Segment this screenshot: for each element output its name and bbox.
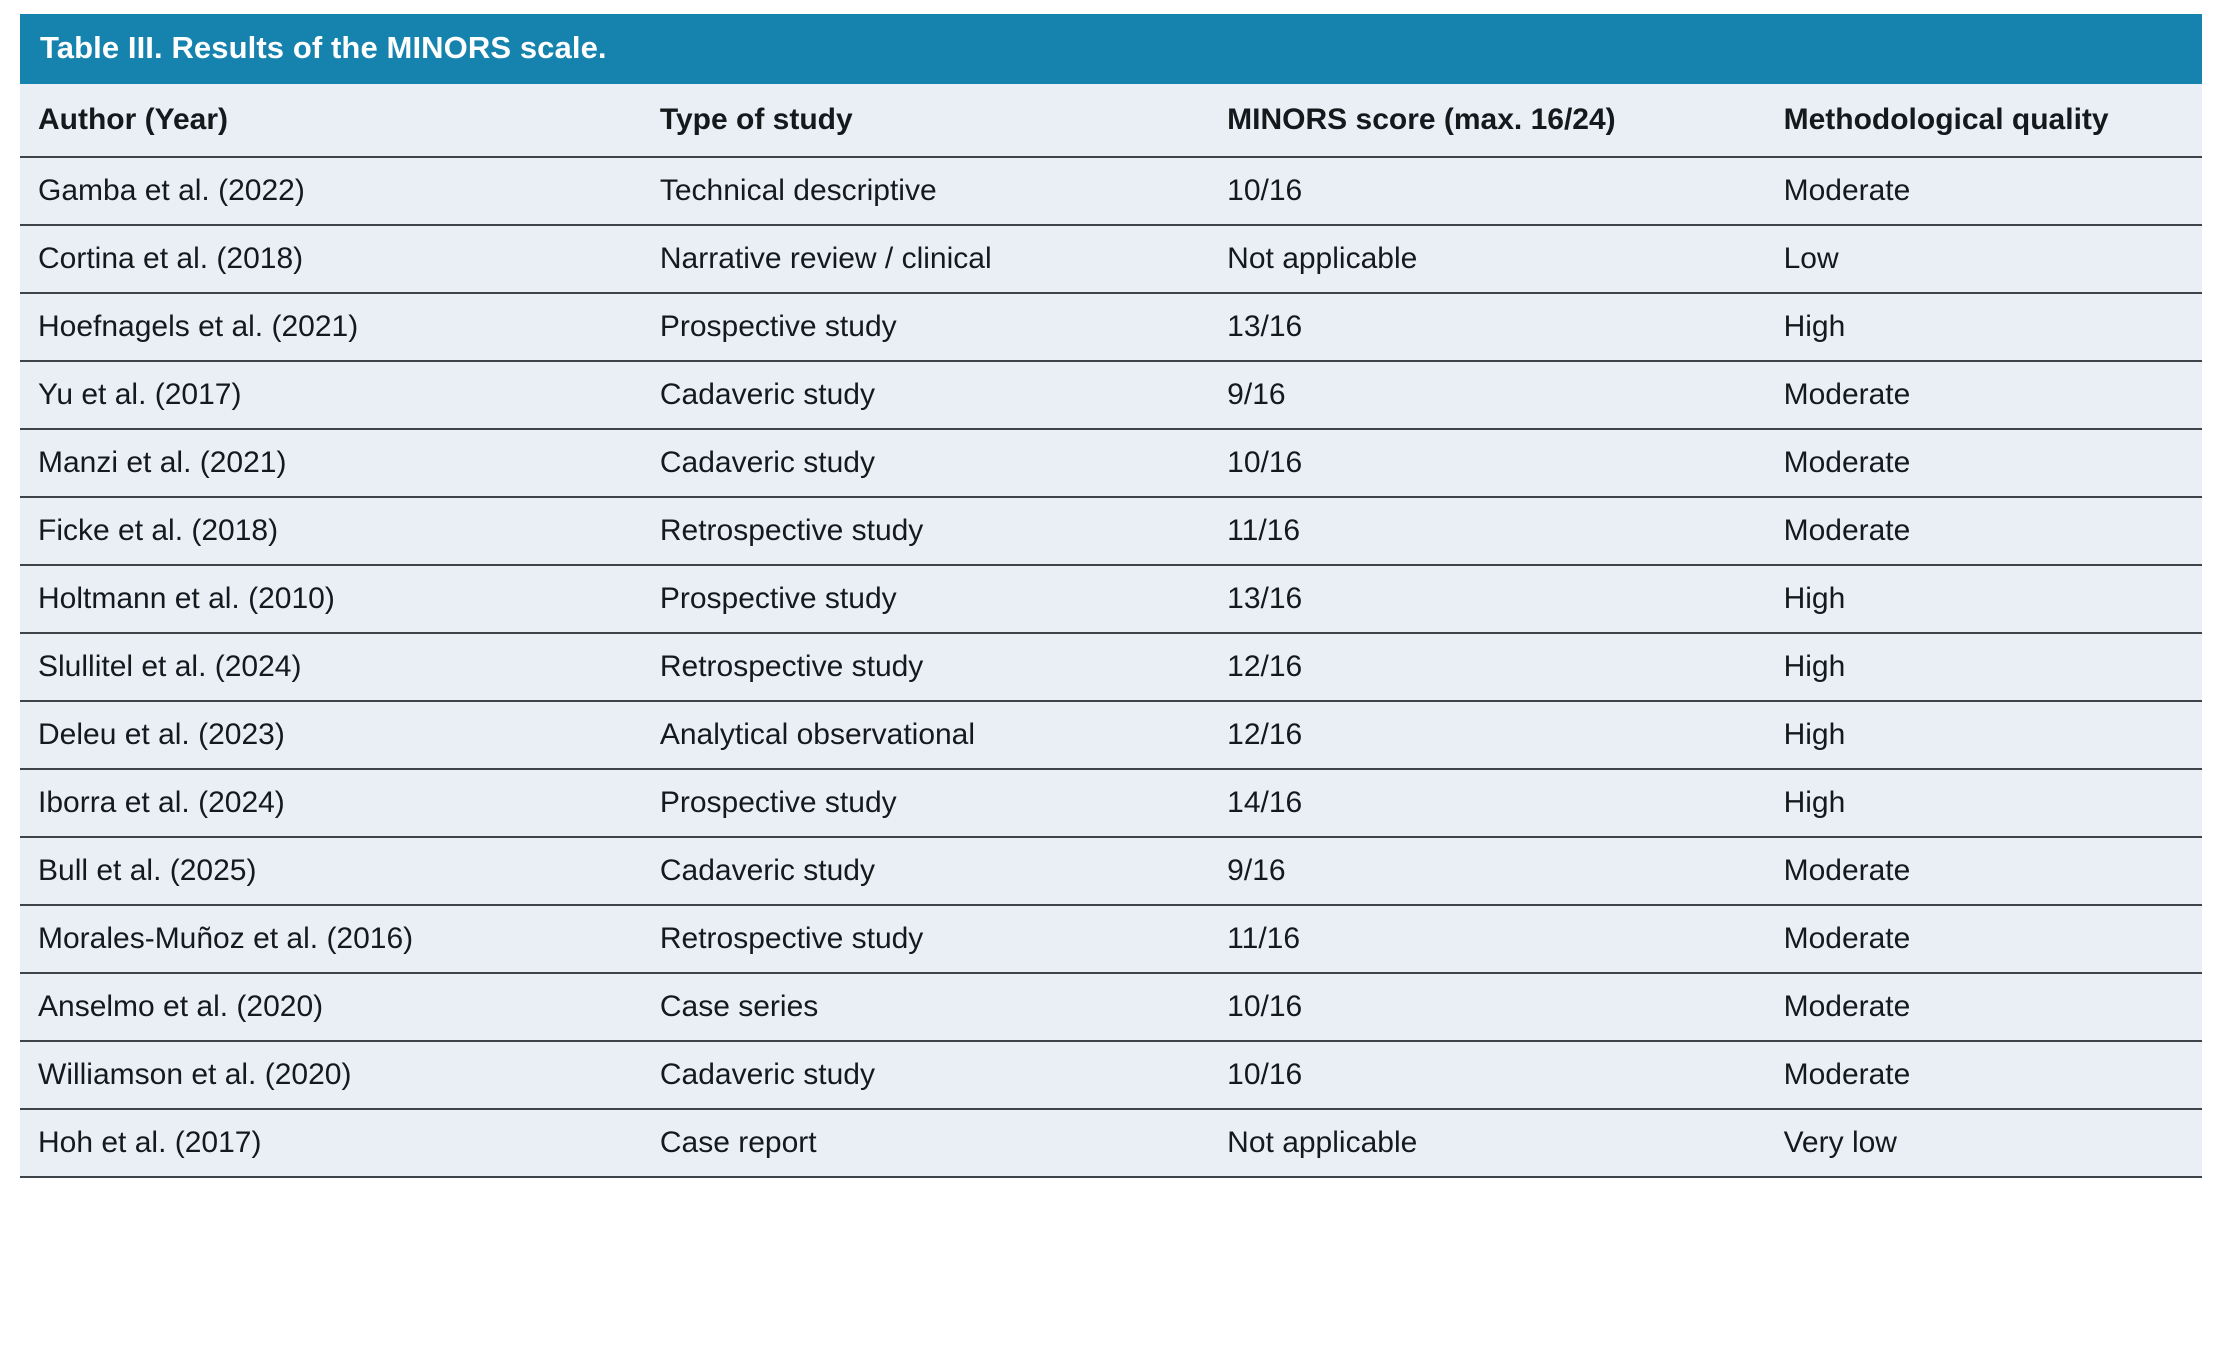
cell-score: 11/16 <box>1209 905 1765 973</box>
cell-type: Cadaveric study <box>642 361 1209 429</box>
cell-author: Yu et al. (2017) <box>20 361 642 429</box>
cell-author: Slullitel et al. (2024) <box>20 633 642 701</box>
cell-type: Narrative review / clinical <box>642 225 1209 293</box>
column-header-minors-score: MINORS score (max. 16/24) <box>1209 84 1765 157</box>
cell-author: Deleu et al. (2023) <box>20 701 642 769</box>
table-title: Table III. Results of the MINORS scale. <box>20 14 2202 84</box>
table-body <box>20 157 2202 1177</box>
cell-quality: Moderate <box>1766 361 2202 429</box>
cell-score: 10/16 <box>1209 973 1765 1041</box>
cell-type: Case series <box>642 973 1209 1041</box>
table-row <box>20 293 2202 361</box>
cell-author: Morales-Muñoz et al. (2016) <box>20 905 642 973</box>
table-row <box>20 225 2202 293</box>
cell-type: Prospective study <box>642 565 1209 633</box>
cell-type: Case report <box>642 1109 1209 1177</box>
cell-quality: Moderate <box>1766 905 2202 973</box>
table-row <box>20 565 2202 633</box>
table-row <box>20 157 2202 225</box>
table-row <box>20 701 2202 769</box>
cell-type: Analytical observational <box>642 701 1209 769</box>
cell-quality: Moderate <box>1766 837 2202 905</box>
cell-type: Retrospective study <box>642 497 1209 565</box>
cell-score: 14/16 <box>1209 769 1765 837</box>
table-header <box>20 84 2202 157</box>
cell-score: 9/16 <box>1209 361 1765 429</box>
cell-quality: Moderate <box>1766 1041 2202 1109</box>
cell-score: 11/16 <box>1209 497 1765 565</box>
cell-author: Gamba et al. (2022) <box>20 157 642 225</box>
column-header-type-of-study: Type of study <box>642 84 1209 157</box>
table-row <box>20 973 2202 1041</box>
table-row <box>20 361 2202 429</box>
table-row <box>20 1041 2202 1109</box>
table-row <box>20 429 2202 497</box>
cell-score: 13/16 <box>1209 565 1765 633</box>
cell-author: Hoefnagels et al. (2021) <box>20 293 642 361</box>
cell-score: Not applicable <box>1209 1109 1765 1177</box>
cell-author: Cortina et al. (2018) <box>20 225 642 293</box>
table-row <box>20 837 2202 905</box>
cell-score: 10/16 <box>1209 429 1765 497</box>
cell-author: Ficke et al. (2018) <box>20 497 642 565</box>
cell-type: Cadaveric study <box>642 837 1209 905</box>
cell-quality: Moderate <box>1766 973 2202 1041</box>
table-row <box>20 905 2202 973</box>
cell-quality: High <box>1766 293 2202 361</box>
cell-score: 10/16 <box>1209 157 1765 225</box>
table-row <box>20 769 2202 837</box>
cell-score: Not applicable <box>1209 225 1765 293</box>
cell-author: Anselmo et al. (2020) <box>20 973 642 1041</box>
cell-type: Prospective study <box>642 769 1209 837</box>
cell-score: 12/16 <box>1209 633 1765 701</box>
cell-author: Williamson et al. (2020) <box>20 1041 642 1109</box>
cell-type: Prospective study <box>642 293 1209 361</box>
cell-type: Cadaveric study <box>642 1041 1209 1109</box>
table-row <box>20 1109 2202 1177</box>
cell-score: 13/16 <box>1209 293 1765 361</box>
table-row <box>20 497 2202 565</box>
cell-quality: High <box>1766 769 2202 837</box>
table-bottom-spacer <box>20 1178 2202 1192</box>
cell-quality: High <box>1766 701 2202 769</box>
cell-quality: Low <box>1766 225 2202 293</box>
column-header-author: Author (Year) <box>20 84 642 157</box>
cell-author: Bull et al. (2025) <box>20 837 642 905</box>
cell-score: 9/16 <box>1209 837 1765 905</box>
cell-score: 12/16 <box>1209 701 1765 769</box>
cell-quality: High <box>1766 633 2202 701</box>
minors-results-table <box>20 14 2202 1178</box>
cell-type: Retrospective study <box>642 905 1209 973</box>
cell-type: Technical descriptive <box>642 157 1209 225</box>
cell-author: Hoh et al. (2017) <box>20 1109 642 1177</box>
column-header-methodological-quality: Methodological quality <box>1766 84 2202 157</box>
cell-quality: Moderate <box>1766 157 2202 225</box>
cell-author: Manzi et al. (2021) <box>20 429 642 497</box>
table-row <box>20 633 2202 701</box>
cell-type: Retrospective study <box>642 633 1209 701</box>
cell-quality: Moderate <box>1766 429 2202 497</box>
cell-author: Iborra et al. (2024) <box>20 769 642 837</box>
table-header-row <box>20 84 2202 157</box>
cell-quality: High <box>1766 565 2202 633</box>
cell-type: Cadaveric study <box>642 429 1209 497</box>
cell-author: Holtmann et al. (2010) <box>20 565 642 633</box>
cell-quality: Moderate <box>1766 497 2202 565</box>
cell-quality: Very low <box>1766 1109 2202 1177</box>
cell-score: 10/16 <box>1209 1041 1765 1109</box>
